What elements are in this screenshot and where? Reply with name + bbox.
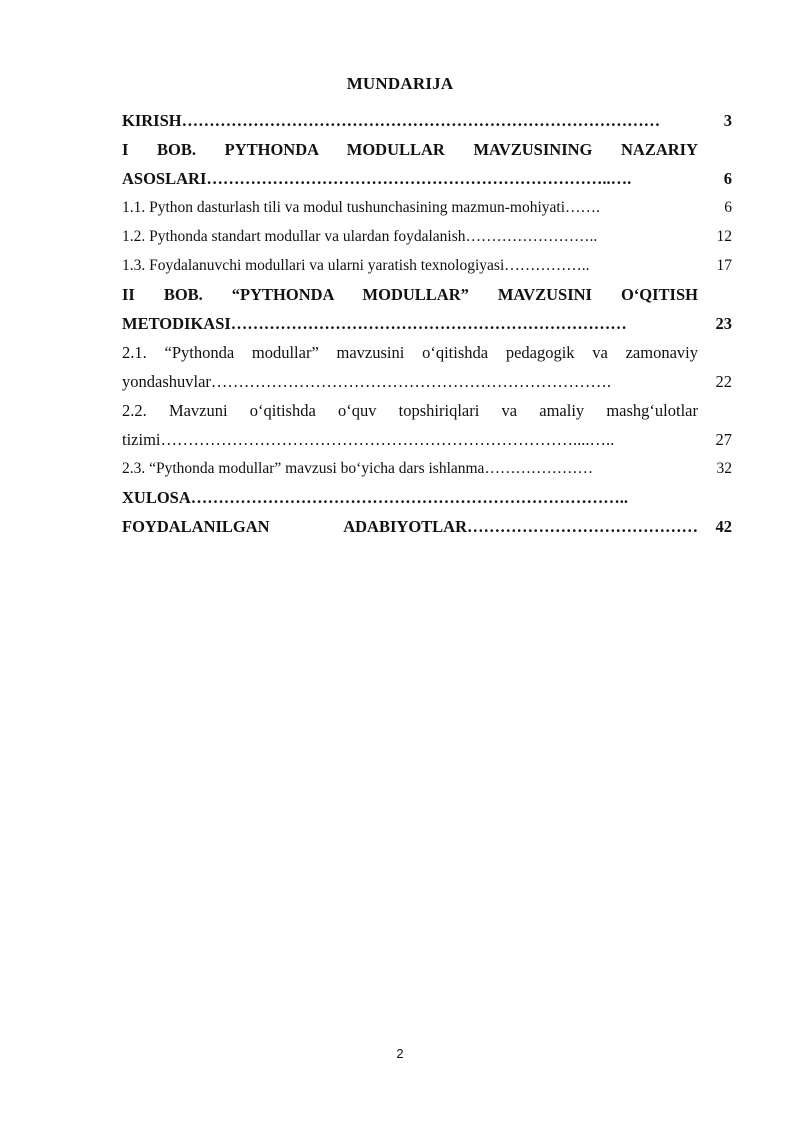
toc-entry-chapter-1[interactable] bbox=[122, 135, 732, 193]
toc-line: II BOB. “PYTHONDA MODULLAR” MAVZUSINI O‘QITISH bbox=[122, 285, 698, 304]
toc-line: 2.1. “Pythonda modullar” mavzusini o‘qitishda pedagogik va zamonaviy bbox=[122, 343, 698, 362]
toc-page-number: 6 bbox=[724, 199, 732, 216]
toc-line: 1.2. Pythonda standart modullar va ulardan foydalanish…………………….. bbox=[122, 228, 598, 245]
footer-page-number: 2 bbox=[396, 1046, 404, 1061]
toc-entry-text bbox=[122, 338, 698, 396]
toc-page-number: 3 bbox=[723, 111, 732, 130]
toc-entry-text bbox=[122, 135, 698, 193]
toc-entry-chapter-2[interactable] bbox=[122, 280, 732, 338]
toc-line: 1.3. Foydalanuvchi modullari va ularni yaratish texnologiyasi…………….. bbox=[122, 257, 590, 274]
toc-page-number: 6 bbox=[723, 169, 732, 188]
toc-page-number: 23 bbox=[715, 314, 732, 333]
table-of-contents bbox=[122, 106, 732, 541]
toc-line: tizimi…………………………………………………………………....….. bbox=[122, 430, 615, 449]
toc-entry-text bbox=[122, 512, 698, 541]
toc-line: METODIKASI……………………………………………………………… bbox=[122, 314, 627, 333]
toc-entry-text bbox=[122, 396, 698, 454]
page-title: MUNDARIJA bbox=[346, 74, 454, 93]
toc-entry-1-1[interactable] bbox=[122, 193, 732, 222]
toc-entry-xulosa[interactable] bbox=[122, 483, 732, 512]
toc-line: XULOSA…………………………………………………………………….. bbox=[122, 488, 629, 507]
toc-line: FOYDALANILGAN ADABIYOTLAR…………………………………… bbox=[122, 517, 698, 536]
toc-line: KIRISH…………………………………………………………………………… bbox=[122, 111, 661, 130]
toc-page-number: 22 bbox=[715, 372, 732, 391]
toc-entry-text bbox=[122, 483, 698, 512]
toc-line: yondashuvlar………………………………………………………………. bbox=[122, 372, 612, 391]
toc-line: 2.3. “Pythonda modullar” mavzusi bo‘yicha dars ishlanma………………… bbox=[122, 460, 593, 477]
toc-entry-text bbox=[122, 193, 698, 222]
toc-entry-text bbox=[122, 280, 698, 338]
toc-line: 1.1. Python dasturlash tili va modul tushunchasining mazmun-mohiyati……. bbox=[122, 199, 600, 216]
toc-entry-2-1[interactable] bbox=[122, 338, 732, 396]
toc-page-number: 32 bbox=[716, 460, 732, 477]
toc-entry-1-3[interactable] bbox=[122, 251, 732, 280]
toc-entry-2-2[interactable] bbox=[122, 396, 732, 454]
toc-line: ASOSLARI………………………………………………………………..…. bbox=[122, 169, 632, 188]
toc-entry-2-3[interactable] bbox=[122, 454, 732, 483]
toc-entry-text bbox=[122, 454, 698, 483]
toc-entry-kirish[interactable] bbox=[122, 106, 732, 135]
toc-page-number: 42 bbox=[715, 517, 732, 536]
toc-entry-references[interactable] bbox=[122, 512, 732, 541]
toc-entry-1-2[interactable] bbox=[122, 222, 732, 251]
toc-entry-text bbox=[122, 222, 698, 251]
toc-line: I BOB. PYTHONDA MODULLAR MAVZUSINING NAZARIY bbox=[122, 140, 698, 159]
toc-entry-text bbox=[122, 106, 698, 135]
toc-line: 2.2. Mavzuni o‘qitishda o‘quv topshiriqlari va amaliy mashg‘ulotlar bbox=[122, 401, 698, 420]
toc-page-number: 12 bbox=[716, 228, 732, 245]
toc-entry-text bbox=[122, 251, 698, 280]
toc-page-number: 27 bbox=[715, 430, 732, 449]
toc-page-number: 17 bbox=[716, 257, 732, 274]
